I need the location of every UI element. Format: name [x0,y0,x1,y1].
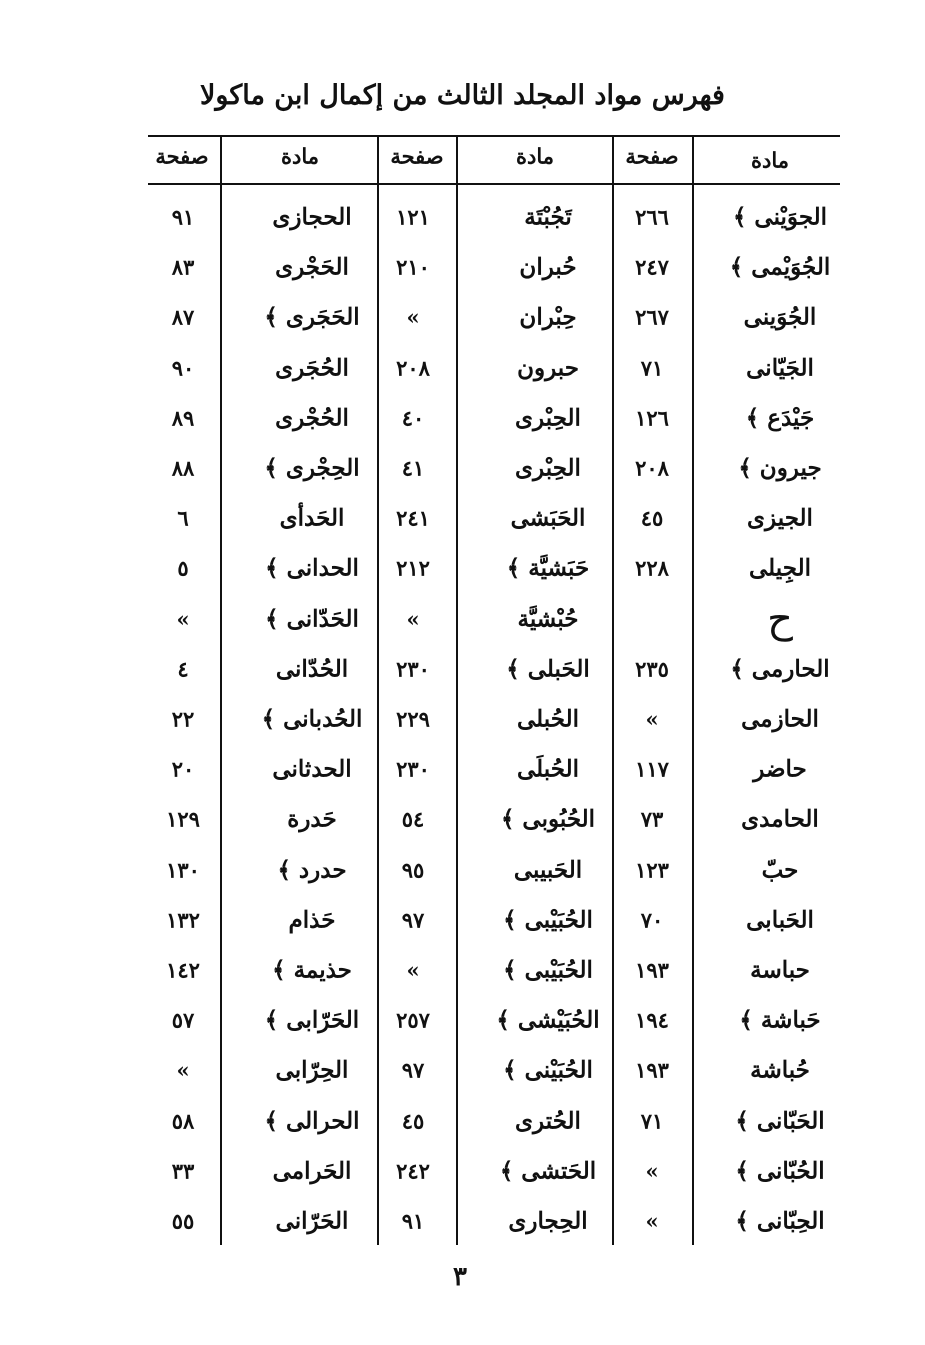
col2-subject-cell: تَجُبْتَة [524,203,572,231]
col3-page-cell: ٥٥ [171,1208,195,1234]
col3-page-cell: ٢٠ [171,756,195,782]
col3-page-cell: ٨٧ [171,304,195,330]
col1-subject-cell: الجوَيْنى ﴾ [732,203,828,231]
col2-subject-cell: حبرون [517,354,579,382]
col3-subject-cell: حذيمة ﴾ [272,956,352,984]
col3-subject-cell: حَذام [288,906,336,934]
col3-page-cell: ٦ [177,505,189,531]
col2-page-cell: ٢٠٨ [396,355,430,381]
header-page-col1: صفحة [625,143,679,169]
column-divider [692,135,694,1245]
col2-page-cell: ٤٠ [401,405,425,431]
col2-page-cell: ٩٧ [401,907,425,933]
col1-page-cell: ١٩٤ [635,1007,669,1033]
col1-page-cell: ٢٤٧ [635,254,669,280]
col2-subject-cell: الحُبلى [517,705,579,733]
col3-page-cell: ٢٢ [171,706,195,732]
col3-page-cell: ١٤٢ [166,957,200,983]
col2-page-cell: ٤٥ [401,1108,425,1134]
col1-page-cell: ٧١ [640,355,664,381]
column-divider [377,135,379,1245]
col2-subject-cell: الحَبَشى [510,504,586,532]
col1-page-cell: ١٢٣ [635,857,669,883]
column-divider [612,135,614,1245]
col3-subject-cell: الحَجَرى ﴾ [264,303,360,331]
col2-subject-cell: حُبْشيَّة [517,605,579,633]
col2-page-cell: ٥٤ [401,806,425,832]
col2-subject-cell: الحَتشى ﴾ [499,1157,597,1185]
col1-page-cell: ٢٠٨ [635,455,669,481]
col1-subject-cell: ح [767,595,793,642]
col1-subject-cell: الجَيّانى [746,354,814,382]
col1-page-cell: ١٩٣ [635,1057,669,1083]
col3-subject-cell: الحَرّانى [275,1207,349,1235]
col2-page-cell: ٢٤٢ [396,1158,430,1184]
col3-subject-cell: حدرد ﴾ [277,856,347,884]
col2-page-cell: » [406,606,420,632]
col2-page-cell: ٢٣٠ [396,656,430,682]
col2-subject-cell: الحِبْرى [515,454,581,482]
col2-subject-cell: الحُبَيْبى ﴾ [503,906,593,934]
col2-page-cell: ٩٧ [401,1057,425,1083]
col1-page-cell: ٧٣ [640,806,664,832]
col2-subject-cell: الحَبيبى [513,856,583,884]
col1-page-cell: ٢٦٧ [635,304,669,330]
col2-page-cell: ٢٥٧ [396,1007,430,1033]
col2-subject-cell: الحُبَيْشى ﴾ [496,1006,600,1034]
table-header-rule [148,183,840,185]
col3-page-cell: ٥٧ [171,1007,195,1033]
col3-subject-cell: الحرالى ﴾ [264,1107,360,1135]
col1-subject-cell: الجيزى [747,504,813,532]
col1-subject-cell: حُباشة [750,1056,810,1084]
col2-subject-cell: الحُبَيْبى ﴾ [503,956,593,984]
col1-page-cell: ١١٧ [635,756,669,782]
col2-page-cell: ٤١ [401,455,425,481]
col2-page-cell: ٢٣٠ [396,756,430,782]
header-subject-col2: مادة [515,143,555,169]
col3-page-cell: ٥ [177,555,189,581]
col1-subject-cell: جَيْدَع ﴾ [745,404,815,432]
col3-subject-cell: الحدثانى [272,755,352,783]
col2-subject-cell: الحُبَيْنى ﴾ [503,1056,593,1084]
col3-subject-cell: الحُدّانى [275,655,349,683]
col1-subject-cell: الحِبّانى ﴾ [735,1207,825,1235]
col2-subject-cell: حَبَشيَّة ﴾ [506,554,590,582]
col3-subject-cell: الحِجْرى ﴾ [264,454,360,482]
col1-subject-cell: حَباشة ﴾ [739,1006,821,1034]
col3-page-cell: ٤ [177,656,189,682]
page-title: فهرس مواد المجلد الثالث من إكمال ابن ماكولا [200,80,725,111]
col1-page-cell: » [645,706,659,732]
col1-subject-cell: الجُوَيْمى ﴾ [729,253,831,281]
col3-page-cell: ٥٨ [171,1108,195,1134]
col2-subject-cell: الحِبْرى [515,404,581,432]
col3-page-cell: ٣٣ [171,1158,195,1184]
column-divider [456,135,458,1245]
col2-page-cell: ٢١٢ [396,555,430,581]
col1-subject-cell: جيرون ﴾ [738,454,822,482]
col3-page-cell: ١٣٠ [166,857,200,883]
col1-subject-cell: حاضر [753,755,807,783]
col1-subject-cell: الحَبّانى ﴾ [735,1107,825,1135]
col1-subject-cell: الحازمى [741,705,819,733]
header-page-col3: صفحة [155,143,209,169]
col1-page-cell: ٤٥ [640,505,664,531]
col3-page-cell: ٩٠ [171,355,195,381]
col3-page-cell: ٨٩ [171,405,195,431]
col3-subject-cell: الحَدّانى ﴾ [265,605,359,633]
col1-page-cell: ١٢٦ [635,405,669,431]
col1-page-cell: ٢٢٨ [635,555,669,581]
col2-page-cell: ٢٤١ [396,505,430,531]
col3-subject-cell: الحدانى ﴾ [265,554,359,582]
col3-page-cell: ١٣٢ [166,907,200,933]
col1-subject-cell: حبّ [761,856,799,884]
col3-page-cell: ٨٣ [171,254,195,280]
col1-subject-cell: الحَبابى [746,906,814,934]
col2-page-cell: » [406,304,420,330]
col2-subject-cell: الحُترى [515,1107,581,1135]
col1-page-cell: ٢٦٦ [635,204,669,230]
col3-page-cell: ٨٨ [171,455,195,481]
col1-page-cell: ٧١ [640,1108,664,1134]
col2-subject-cell: الحِجارى [508,1207,588,1235]
col3-subject-cell: الحجازى [272,203,352,231]
col2-subject-cell: الحَبلى ﴾ [506,655,590,683]
col1-subject-cell: الحُبّانى ﴾ [735,1157,825,1185]
col3-subject-cell: الحِرّابى [275,1056,349,1084]
col3-subject-cell: حَدرة [287,805,337,833]
col1-page-cell: ١٩٣ [635,957,669,983]
col2-page-cell: ٩٥ [401,857,425,883]
page-number: ٣ [453,1262,467,1292]
col3-page-cell: ٩١ [171,204,195,230]
header-page-col2: صفحة [390,143,444,169]
col2-page-cell: ٢١٠ [396,254,430,280]
col1-page-cell: ٧٠ [640,907,664,933]
col1-page-cell: » [645,1158,659,1184]
col2-subject-cell: الحُبلَى [517,755,579,783]
col1-page-cell: » [645,1208,659,1234]
col3-page-cell: ١٢٩ [166,806,200,832]
col2-page-cell: ١٢١ [396,204,430,230]
col1-subject-cell: الحامدى [741,805,819,833]
col1-page-cell: ٢٣٥ [635,656,669,682]
col1-subject-cell: الجِيلى [749,554,811,582]
col3-page-cell: » [176,1057,190,1083]
table-top-rule [148,135,840,137]
col3-subject-cell: الحَدأى [279,504,345,532]
column-divider [220,135,222,1245]
header-subject-col3: مادة [280,143,320,169]
header-subject-col1: مادة [750,147,790,173]
col3-subject-cell: الحَرامى [272,1157,352,1185]
col3-subject-cell: الحَجْرى [275,253,349,281]
col2-page-cell: ٢٢٩ [396,706,430,732]
col1-subject-cell: حباسة [750,956,810,984]
col2-subject-cell: الحُبُوبى ﴾ [500,805,596,833]
col2-page-cell: ٩١ [401,1208,425,1234]
col1-subject-cell: الحارمى ﴾ [730,655,830,683]
col2-page-cell: » [406,957,420,983]
col2-subject-cell: حِبْران [519,303,577,331]
col3-subject-cell: الحُجْرى [275,404,349,432]
col3-subject-cell: الحَرّابى ﴾ [264,1006,360,1034]
col3-page-cell: » [176,606,190,632]
col3-subject-cell: الحُدبانى ﴾ [261,705,363,733]
col3-subject-cell: الحُجَرى [275,354,349,382]
col2-subject-cell: حُبران [519,253,577,281]
col1-subject-cell: الجُوَينى [743,303,817,331]
